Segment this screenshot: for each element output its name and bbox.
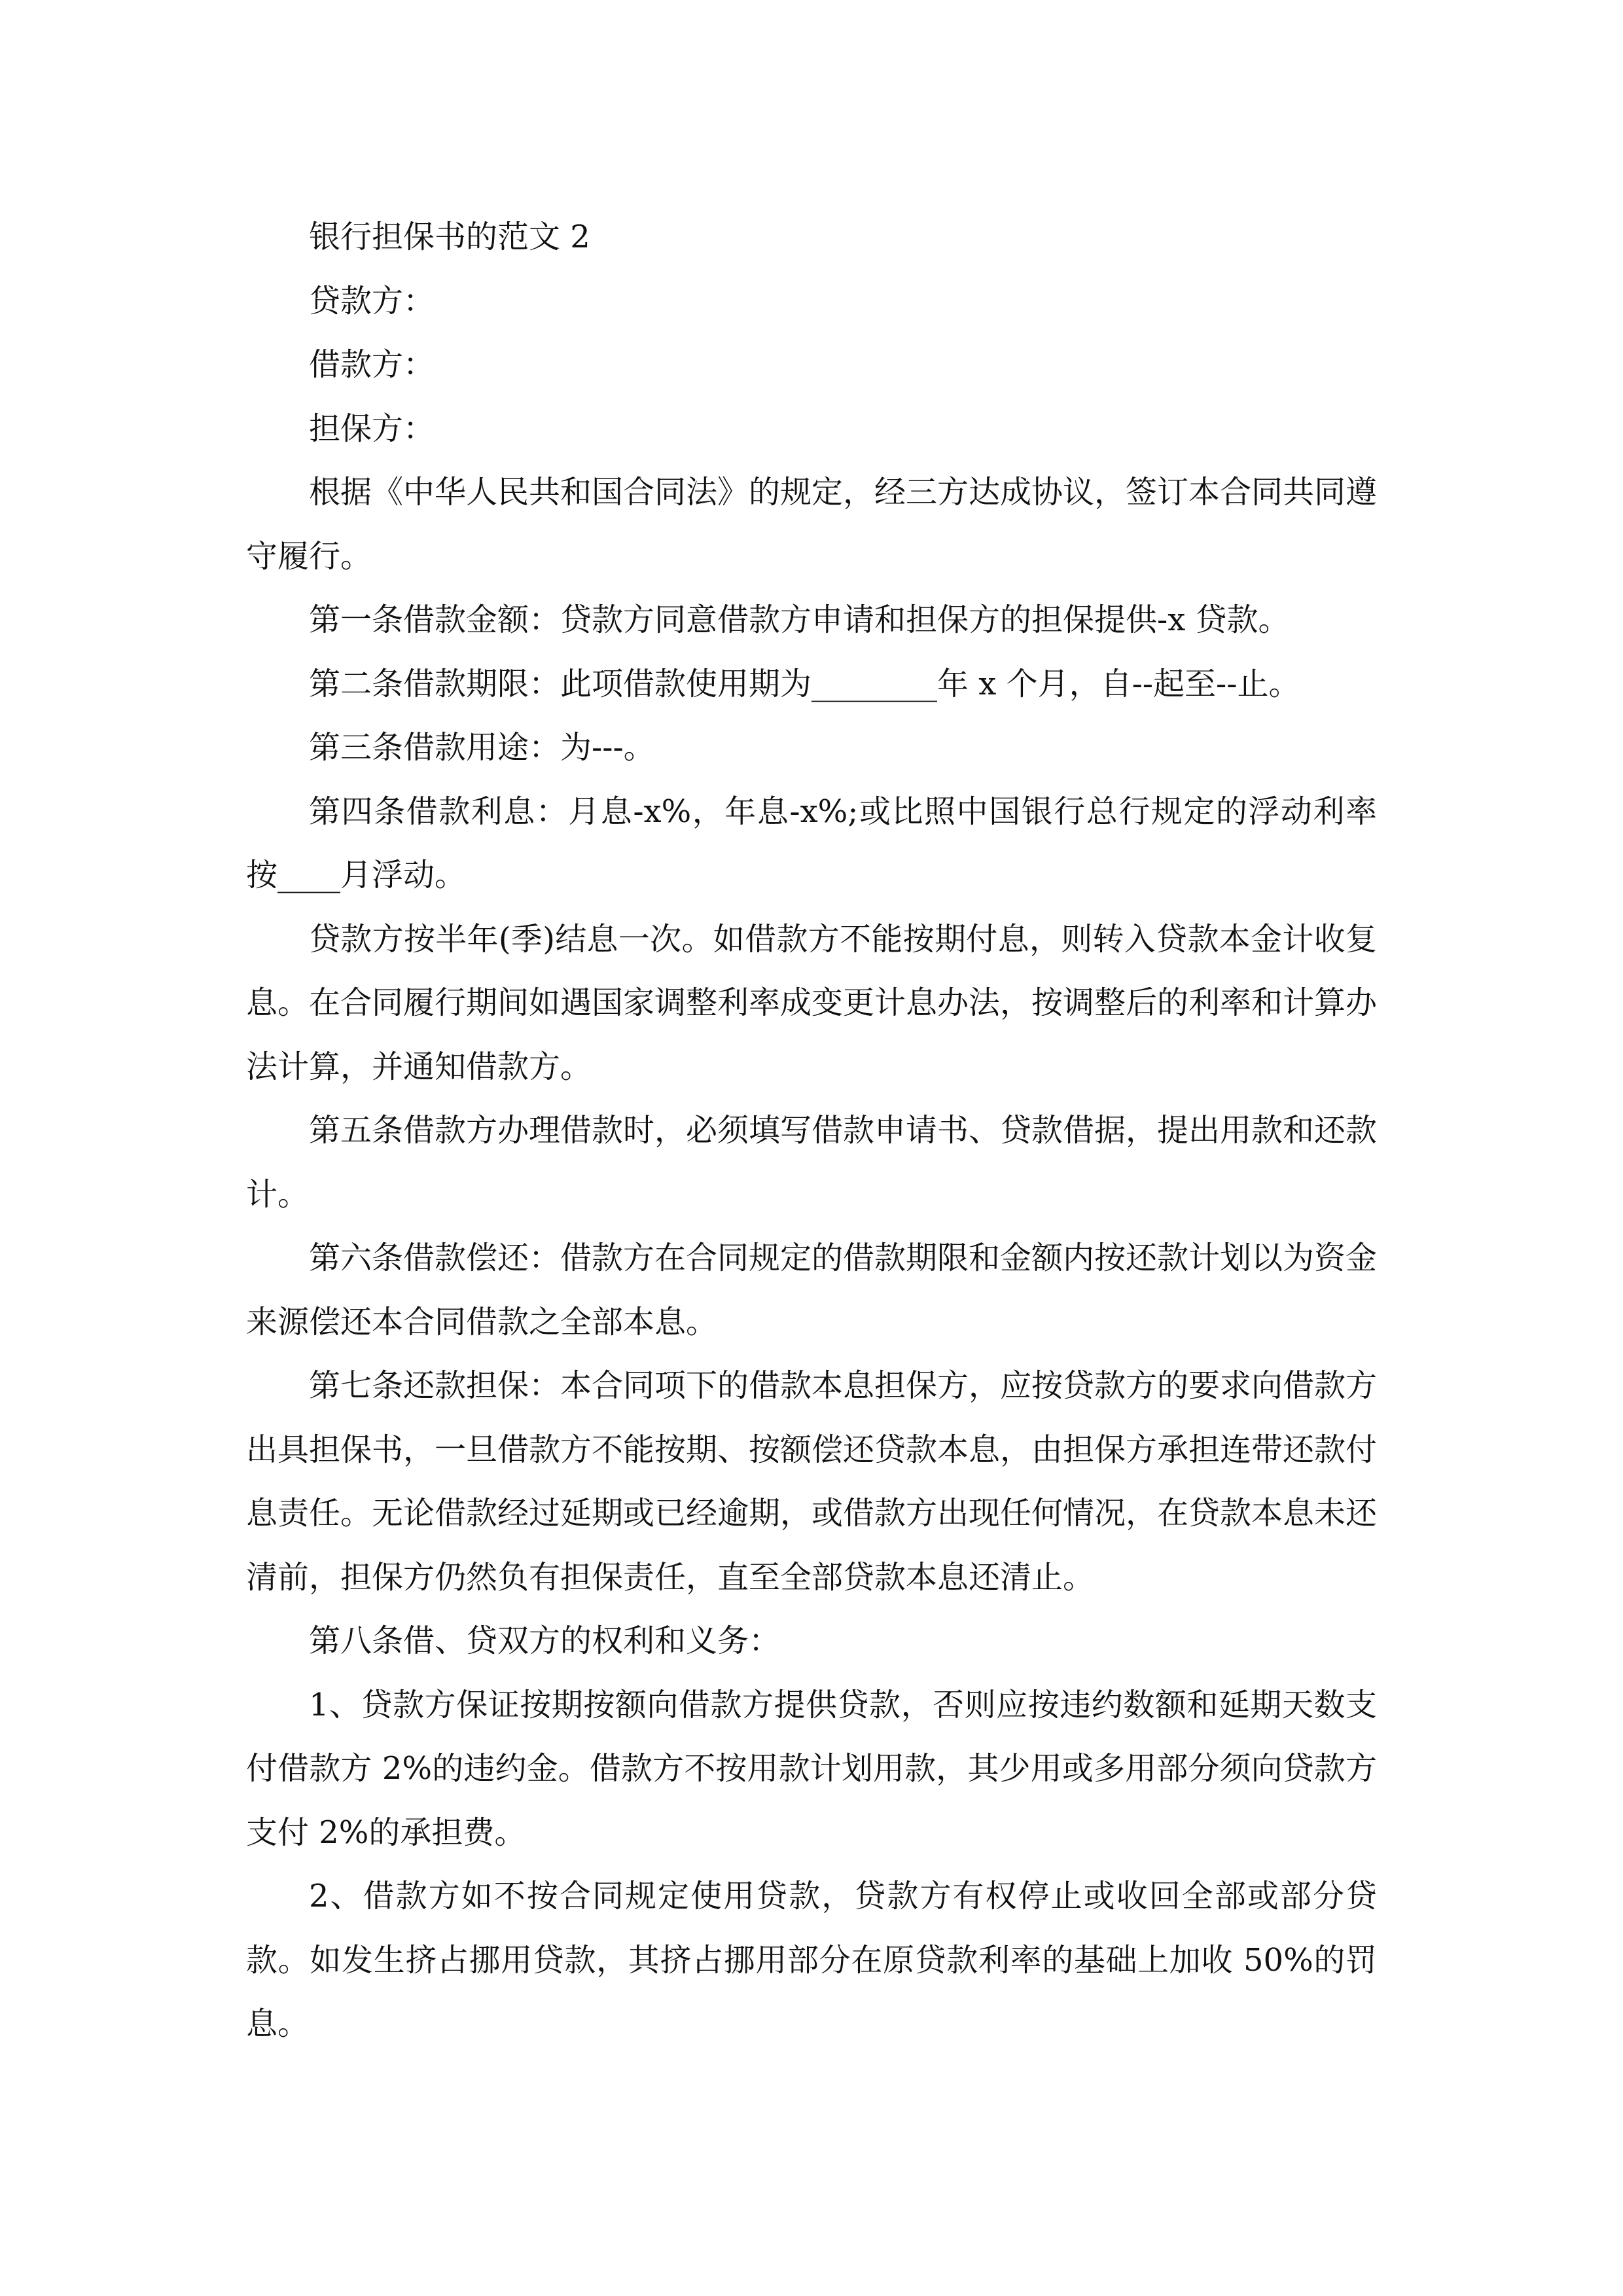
party-lender: 贷款方：: [309, 282, 435, 319]
party-borrower: 借款方：: [309, 346, 435, 383]
paragraph-clause-2: 2、借款方如不按合同规定使用贷款，贷款方有权停止或收回全部或部分贷款。如发生挤占挪用贷款，其挤占挪用部分在原贷款利率的基础上加收 50%的罚息。: [246, 1878, 1377, 2042]
paragraph-preamble: 根据《中华人民共和国合同法》的规定，经三方达成协议，签订本合同共同遵守履行。: [246, 474, 1378, 575]
paragraph-article-1: 第一条借款金额：贷款方同意借款方申请和担保方的担保提供-x 贷款。: [309, 601, 1290, 638]
paragraph-article-4: 第四条借款利息：月息-x%，年息-x%;或比照中国银行总行规定的浮动利率按____月浮动。: [246, 793, 1377, 893]
paragraph-interest-settlement: 贷款方按半年(季)结息一次。如借款方不能按期付息，则转入贷款本金计收复息。在合同履行期间如遇国家调整利率成变更计息办法，按调整后的利率和计算办法计算，并通知借款方。: [246, 920, 1378, 1085]
document-title: 银行担保书的范文 2: [309, 219, 590, 255]
paragraph-article-3: 第三条借款用途：为---。: [309, 729, 655, 766]
paragraph-article-5: 第五条借款方办理借款时，必须填写借款申请书、贷款借据，提出用款和还款计。: [246, 1112, 1378, 1213]
document-body: [246, 206, 1377, 2056]
paragraph-article-6: 第六条借款偿还：借款方在合同规定的借款期限和金额内按还款计划以为资金来源偿还本合同借款之全部本息。: [246, 1240, 1378, 1340]
party-guarantor: 担保方：: [309, 410, 435, 447]
paragraph-article-2: 第二条借款期限：此项借款使用期为________年 x 个月，自--起至--止。: [309, 665, 1300, 702]
paragraph-article-7: 第七条还款担保：本合同项下的借款本息担保方，应按贷款方的要求向借款方出具担保书，一旦借款方不能按期、按额偿还贷款本息，由担保方承担连带还款付息责任。无论借款经过延期或已经逾期，或借款方出现任何情况，在贷款本息未还清前，担保方仍然负有担保责任，直至全部贷款本息还清止。: [246, 1367, 1378, 1596]
paragraph-article-8: 第八条借、贷双方的权利和义务：: [309, 1623, 781, 1659]
paragraph-clause-1: 1、贷款方保证按期按额向借款方提供贷款，否则应按违约数额和延期天数支付借款方 2%的违约金。借款方不按用款计划用款，其少用或多用部分须向贷款方支付 2%的承担费。: [246, 1686, 1377, 1851]
